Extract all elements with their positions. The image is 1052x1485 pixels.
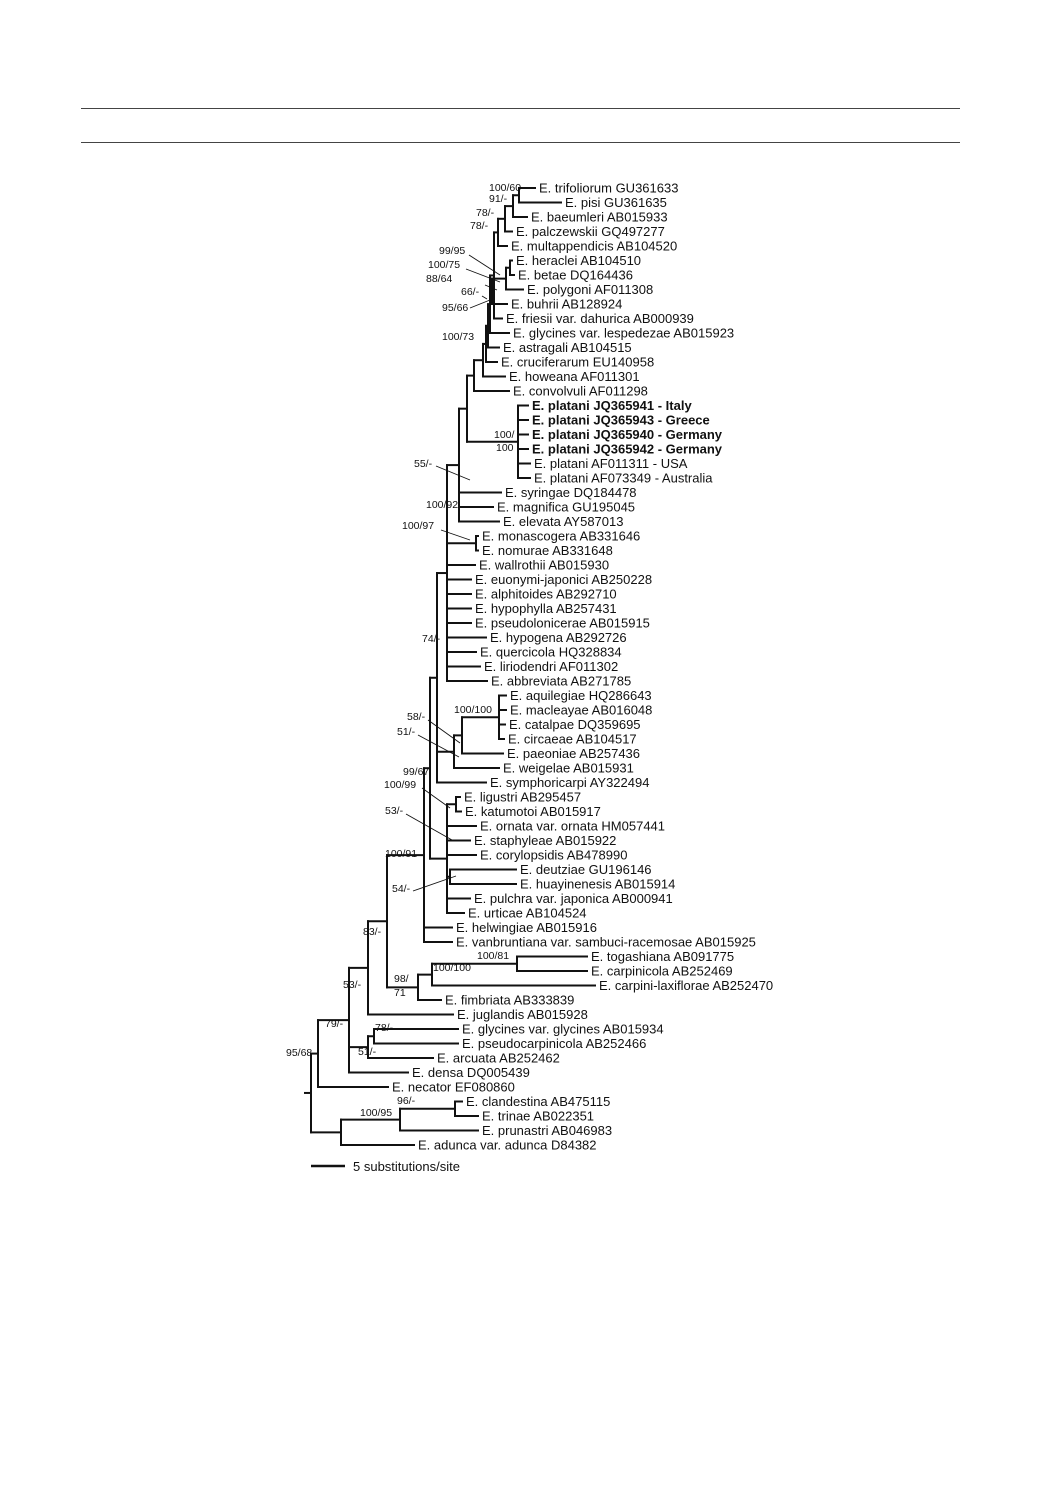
- tip-label: E. adunca var. adunca D84382: [418, 1137, 597, 1153]
- tip-label: E. pulchra var. japonica AB000941: [474, 891, 673, 906]
- tip-label: E. huayinenesis AB015914: [520, 876, 676, 892]
- tip-label: E. macleayae AB016048: [510, 702, 653, 718]
- tip-label: E. densa DQ005439: [412, 1065, 530, 1080]
- support-value: 55/-: [414, 458, 433, 470]
- tip-label: E. syringae DQ184478: [505, 485, 637, 500]
- tip-label: E. baeumleri AB015933: [531, 209, 668, 225]
- support-pointer-line: [428, 720, 460, 743]
- support-value: 51/-: [397, 726, 416, 738]
- support-value: 100/: [494, 429, 515, 441]
- scale-bar-label: 5 substitutions/site: [353, 1159, 460, 1174]
- tip-label: E. magnifica GU195045: [497, 499, 636, 515]
- tip-label: E. weigelae AB015931: [503, 760, 634, 776]
- tip-label: E. carpinicola AB252469: [591, 963, 733, 979]
- tip-label: E. euonymi-japonici AB250228: [475, 572, 653, 587]
- tip-label: E. catalpae DQ359695: [509, 717, 641, 732]
- support-value: 100/75: [428, 259, 461, 271]
- tip-label: E. symphoricarpi AY322494: [490, 775, 650, 790]
- support-value: 98/: [394, 973, 409, 985]
- support-value: 95/68: [286, 1047, 313, 1059]
- tip-label: E. juglandis AB015928: [457, 1007, 588, 1022]
- support-value: 96/-: [397, 1095, 416, 1107]
- tip-label: E. pisi GU361635: [565, 195, 667, 210]
- tip-label: E. trifoliorum GU361633: [539, 180, 679, 196]
- tip-label: E. hypogena AB292726: [490, 630, 627, 645]
- tip-label: E. platani JQ365942 - Germany: [532, 441, 723, 457]
- tip-label: E. paeoniae AB257436: [507, 746, 641, 761]
- support-value: 100/100: [433, 962, 471, 974]
- support-value: 54/-: [392, 883, 411, 895]
- tip-label: E. glycines var. glycines AB015934: [462, 1021, 664, 1037]
- tip-label: E. necator EF080860: [392, 1079, 515, 1095]
- tip-label: E. carpini-laxiflorae AB252470: [599, 978, 774, 993]
- support-value: 66/-: [461, 286, 480, 298]
- support-value: 53/-: [343, 979, 362, 991]
- tip-label: E. wallrothii AB015930: [479, 557, 610, 573]
- support-value: 53/-: [385, 805, 404, 817]
- support-value: 95/66: [442, 302, 469, 314]
- tip-label: E. togashiana AB091775: [591, 949, 735, 964]
- tip-label: E. platani AF073349 - Australia: [534, 470, 713, 486]
- tip-label: E. platani JQ365940 - Germany: [532, 427, 723, 442]
- support-value: 99/95: [439, 245, 466, 257]
- tip-label: E. katumotoi AB015917: [465, 804, 601, 819]
- tip-label: E. liriodendri AF011302: [484, 659, 619, 674]
- tip-label: E. pseudolonicerae AB015915: [475, 615, 650, 631]
- tip-label: E. prunastri AB046983: [482, 1123, 613, 1138]
- support-value: 78/-: [470, 220, 489, 232]
- tip-label: E. corylopsidis AB478990: [480, 847, 628, 863]
- support-value: 74/-: [422, 633, 441, 645]
- support-value: 88/64: [426, 273, 453, 285]
- support-value: 100/92: [426, 499, 459, 511]
- support-value: 100/100: [454, 704, 492, 716]
- tip-label: E. betae DQ164436: [518, 267, 633, 283]
- tip-label: E. convolvuli AF011298: [513, 383, 648, 399]
- tip-label: E. palczewskii GQ497277: [516, 224, 665, 239]
- tip-label: E. trinae AB022351: [482, 1108, 595, 1124]
- tip-label: E. nomurae AB331648: [482, 543, 613, 558]
- support-pointer-line: [482, 296, 487, 299]
- support-value: 78/-: [476, 207, 495, 219]
- tip-label: E. ornata var. ornata HM057441: [480, 818, 666, 834]
- tip-label: E. monascogera AB331646: [482, 528, 641, 544]
- support-value: 100/81: [477, 950, 510, 962]
- support-value: 100/73: [442, 331, 475, 343]
- tip-label: E. aquilegiae HQ286643: [510, 688, 652, 703]
- tip-label: E. platani AF011311 - USA: [534, 456, 688, 471]
- tip-label: E. quercicola HQ328834: [480, 644, 622, 660]
- tip-label: E. multappendicis AB104520: [511, 238, 678, 254]
- support-value: 78/-: [375, 1022, 394, 1034]
- tip-label: E. heraclei AB104510: [516, 253, 642, 268]
- tip-label: E. elevata AY587013: [503, 514, 624, 529]
- tip-label: E. polygoni AF011308: [527, 282, 654, 297]
- support-value: 100/97: [402, 520, 435, 532]
- tip-label: E. arcuata AB252462: [437, 1050, 560, 1066]
- tip-label: E. deutziae GU196146: [520, 862, 652, 877]
- tip-label: E. vanbruntiana var. sambuci-racemosae AB015925: [456, 934, 756, 950]
- support-value: 71: [394, 987, 406, 999]
- tip-label: E. abbreviata AB271785: [491, 673, 632, 689]
- tip-label: E. friesii var. dahurica AB000939: [506, 311, 694, 326]
- tip-label: E. fimbriata AB333839: [445, 992, 575, 1008]
- tip-label: E. staphyleae AB015922: [474, 833, 617, 848]
- support-pointer-line: [422, 788, 450, 808]
- support-value: 100/91: [385, 848, 418, 860]
- support-value: 100: [496, 442, 514, 454]
- tip-label: E. astragali AB104515: [503, 340, 632, 355]
- tip-label: E. buhrii AB128924: [511, 296, 623, 312]
- tip-label: E. platani JQ365943 - Greece: [532, 412, 710, 428]
- support-value: 100/99: [384, 779, 417, 791]
- support-value: 83/-: [363, 926, 382, 938]
- tip-label: E. circaeae AB104517: [508, 731, 637, 747]
- support-value: 79/-: [325, 1018, 344, 1030]
- support-pointer-line: [436, 466, 470, 480]
- support-value: 100/95: [360, 1107, 393, 1119]
- tip-label: E. platani JQ365941 - Italy: [532, 398, 692, 413]
- support-value: 91/-: [489, 193, 508, 205]
- tip-label: E. pseudocarpinicola AB252466: [462, 1036, 647, 1051]
- tip-label: E. helwingiae AB015916: [456, 920, 597, 935]
- tip-label: E. alphitoides AB292710: [475, 586, 617, 602]
- tip-label: E. howeana AF011301: [509, 369, 640, 384]
- tip-label: E. urticae AB104524: [468, 905, 587, 921]
- support-pointer-line: [441, 530, 470, 540]
- tip-label: E. clandestina AB475115: [466, 1094, 611, 1109]
- support-value: 99/67: [403, 766, 430, 778]
- tip-label: E. hypophylla AB257431: [475, 601, 617, 616]
- tip-label: E. ligustri AB295457: [464, 789, 582, 805]
- tip-label: E. glycines var. lespedezae AB015923: [513, 325, 735, 341]
- support-value: 100/60: [489, 182, 522, 194]
- support-value: 58/-: [407, 711, 426, 723]
- support-value: 51/-: [358, 1046, 377, 1058]
- tip-label: E. cruciferarum EU140958: [501, 354, 655, 370]
